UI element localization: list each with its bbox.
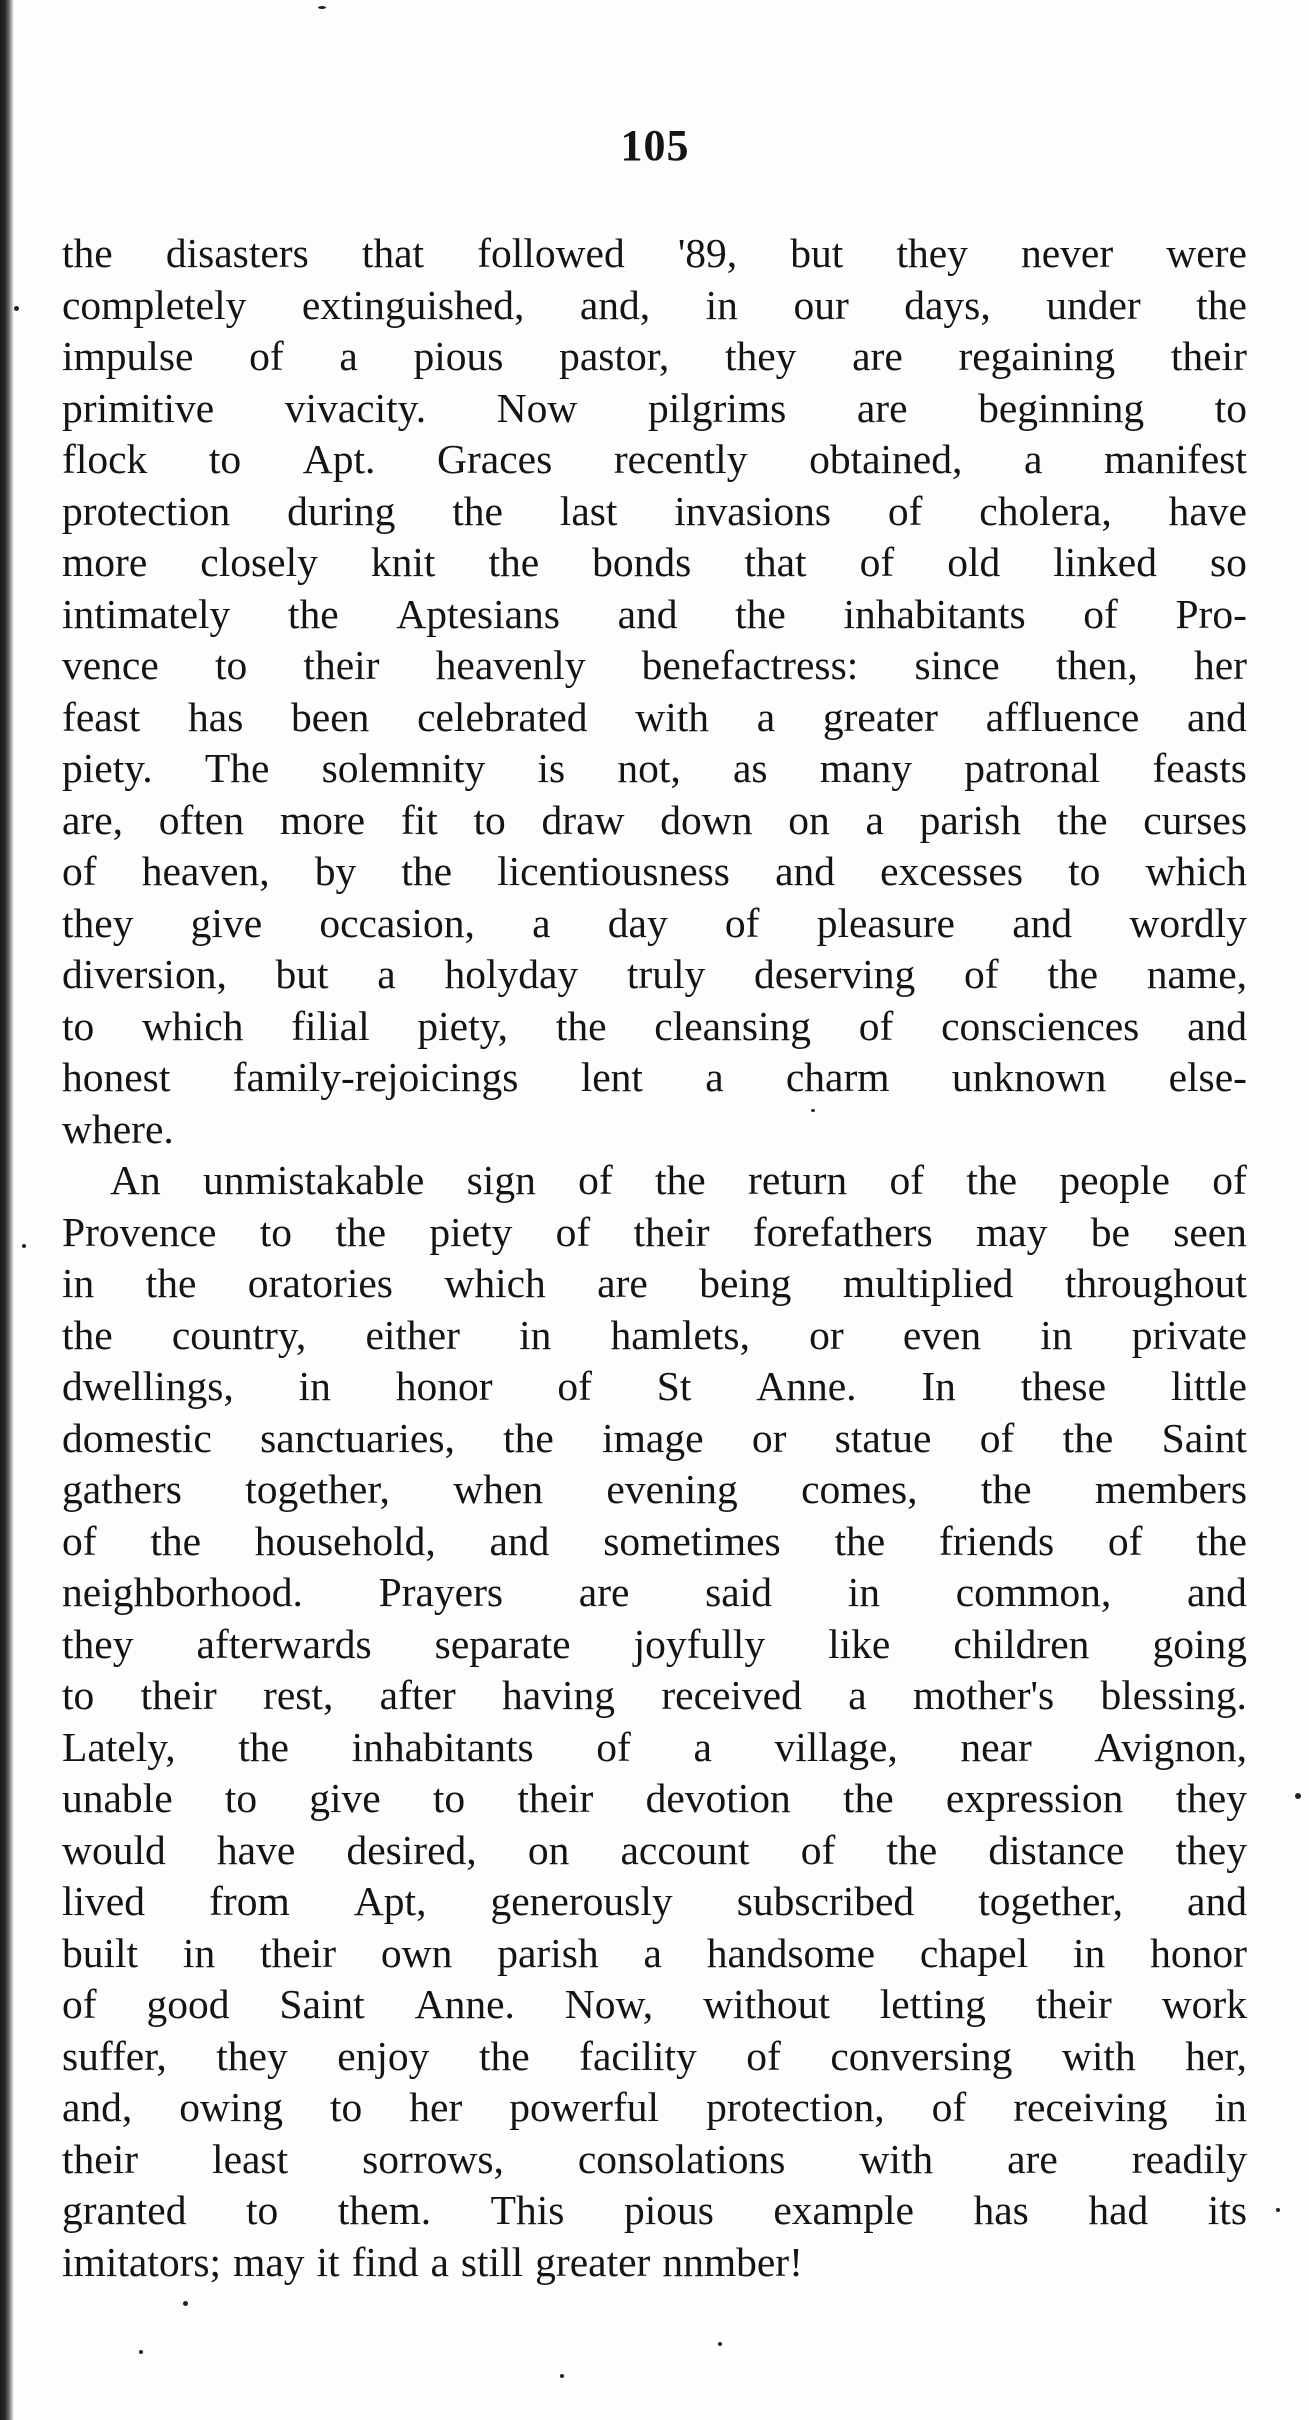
text-line: Provence to the piety of their forefathers may be seen [62, 1208, 1247, 1255]
scan-speck [811, 1109, 815, 1112]
text-line: imitators; may it find a still greater nnmber! [62, 2238, 803, 2285]
scan-speck [718, 2342, 722, 2346]
text-line: of good Saint Anne. Now, without letting their work [62, 1981, 1247, 2027]
text-line: vence to their heavenly benefactress: since then, her [62, 642, 1247, 688]
page-binding-edge [0, 0, 14, 2420]
body-text [62, 228, 1247, 2288]
text-line: built in their own parish a handsome chapel in honor [62, 1929, 1247, 1976]
text-line: primitive vivacity. Now pilgrims are beginning to [62, 384, 1247, 431]
text-line: to their rest, after having received a mother's blessing. [62, 1672, 1247, 1718]
scan-speck [139, 2350, 143, 2354]
text-line: the country, either in hamlets, or even in private [62, 1311, 1247, 1358]
text-line: to which filial piety, the cleansing of consciences and [62, 1002, 1247, 1049]
text-line: and, owing to her powerful protection, of receiving in [62, 2084, 1247, 2130]
text-line: are, often more fit to draw down on a parish the curses [62, 796, 1247, 843]
page-number: 105 [620, 121, 690, 170]
text-line: protection during the last invasions of cholera, have [62, 487, 1247, 534]
text-line: intimately the Aptesians and the inhabitants of Pro- [62, 590, 1247, 637]
text-line: dwellings, in honor of St Anne. In these little [62, 1363, 1247, 1409]
text-line: feast has been celebrated with a greater affluence and [62, 693, 1247, 740]
text-line: suffer, they enjoy the facility of conversing with her, [62, 2032, 1247, 2079]
scan-speck [318, 6, 326, 9]
text-line: honest family-rejoicings lent a charm unknown else- [62, 1054, 1247, 1100]
text-line: domestic sanctuaries, the image or statue of the Saint [62, 1414, 1247, 1461]
text-line: the disasters that followed '89, but they never were [62, 230, 1247, 276]
scan-speck [14, 306, 19, 311]
text-line: Lately, the inhabitants of a village, near Avignon, [62, 1723, 1247, 1770]
text-line: An unmistakable sign of the return of the people of [110, 1157, 1247, 1203]
text-line: they afterwards separate joyfully like children going [62, 1620, 1247, 1667]
text-line: gathers together, when evening comes, the members [62, 1466, 1247, 1512]
text-line: neighborhood. Prayers are said in common, and [62, 1569, 1247, 1615]
text-line: of heaven, by the licentiousness and excesses to which [62, 848, 1247, 894]
text-line: diversion, but a holyday truly deserving of the name, [62, 951, 1247, 997]
text-line: piety. The solemnity is not, as many patronal feasts [62, 745, 1247, 791]
text-line: in the oratories which are being multiplied throughout [62, 1260, 1247, 1306]
text-line: granted to them. This pious example has had its [62, 2187, 1247, 2233]
text-line: completely extinguished, and, in our days, under the [62, 281, 1247, 328]
text-line: flock to Apt. Graces recently obtained, a manifest [62, 436, 1247, 482]
scan-speck [183, 2301, 188, 2306]
text-line: unable to give to their devotion the expression they [62, 1775, 1247, 1821]
text-line: more closely knit the bonds that of old linked so [62, 539, 1247, 585]
scan-speck [1295, 1793, 1301, 1799]
text-line: where. [62, 1105, 174, 1152]
scan-speck [560, 2374, 564, 2378]
scan-speck [1276, 2208, 1280, 2212]
text-line: their least sorrows, consolations with are readily [62, 2135, 1247, 2182]
text-line: of the household, and sometimes the friends of the [62, 1517, 1247, 1564]
text-line: would have desired, on account of the distance they [62, 1826, 1247, 1873]
text-line: they give occasion, a day of pleasure and wordly [62, 899, 1247, 946]
scan-speck [22, 1244, 26, 1248]
text-line: impulse of a pious pastor, they are regaining their [62, 333, 1247, 379]
text-line: lived from Apt, generously subscribed together, and [62, 1878, 1247, 1924]
